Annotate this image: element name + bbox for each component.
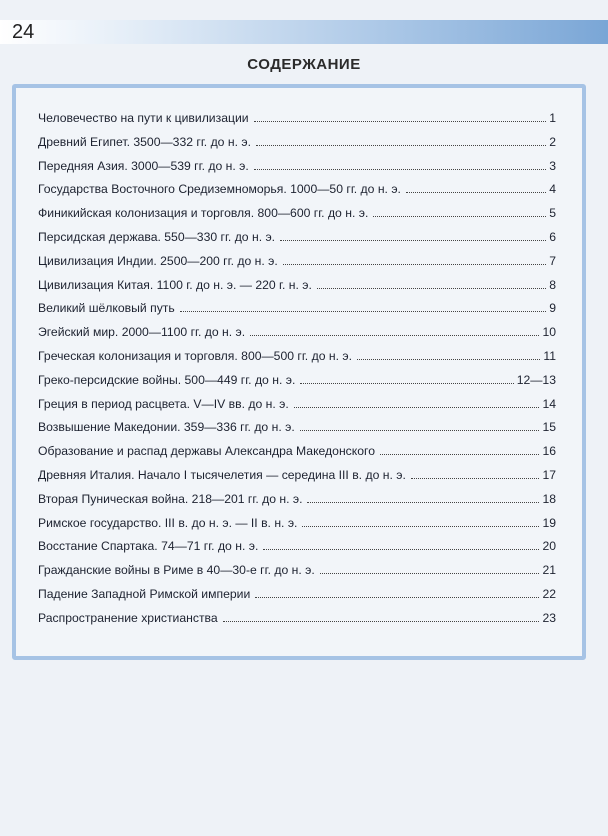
toc-entry-page: 22 (542, 586, 556, 601)
toc-entry-title: Передняя Азия. 3000—539 гг. до н. э. (38, 158, 249, 173)
toc-entry-page: 10 (542, 325, 556, 340)
toc-entry-title: Падение Западной Римской империи (38, 586, 251, 601)
dot-leader (317, 278, 546, 289)
dot-leader (294, 397, 540, 408)
toc-entry[interactable] (38, 205, 556, 229)
toc-entry-page: 21 (542, 563, 556, 578)
page-title: СОДЕРЖАНИЕ (247, 56, 361, 73)
toc-entry[interactable] (38, 158, 556, 182)
toc-entry-title: Вторая Пуническая война. 218—201 гг. до н. э. (38, 491, 303, 506)
dot-leader (283, 254, 546, 265)
toc-entry-page: 16 (542, 444, 556, 459)
toc-entry-title: Греко-персидские войны. 500—449 гг. до н. э. (38, 372, 296, 387)
toc-entry[interactable] (38, 396, 556, 420)
toc-entry[interactable] (38, 277, 556, 301)
toc-entry[interactable] (38, 229, 556, 253)
toc-entry-title: Возвышение Македонии. 359—336 гг. до н. э. (38, 420, 295, 435)
dot-leader (250, 325, 539, 336)
toc-entry-page: 23 (542, 610, 556, 625)
toc-entry-title: Образование и распад державы Александра Македонского (38, 444, 375, 459)
header-band (0, 20, 608, 44)
dot-leader (357, 349, 540, 360)
toc-entry-page: 6 (549, 229, 556, 244)
toc-entry-title: Финикийская колонизация и торговля. 800—600 гг. до н. э. (38, 206, 369, 221)
toc-entry[interactable] (38, 586, 556, 610)
dot-leader (254, 111, 547, 122)
toc-entry-title: Великий шёлковый путь (38, 301, 175, 316)
toc-entry-page: 20 (542, 539, 556, 554)
toc-entry-page: 18 (542, 491, 556, 506)
dot-leader (256, 135, 546, 146)
table-of-contents (38, 110, 556, 634)
toc-entry[interactable] (38, 110, 556, 134)
toc-entry-title: Древний Египет. 3500—332 гг. до н. э. (38, 134, 251, 149)
toc-entry[interactable] (38, 253, 556, 277)
dot-leader (223, 611, 540, 622)
dot-leader (406, 182, 546, 193)
toc-entry-page: 1 (549, 111, 556, 125)
dot-leader (373, 206, 546, 217)
toc-entry-title: Цивилизация Китая. 1100 г. до н. э. — 220 г. н. э. (38, 277, 312, 292)
toc-entry-title: Государства Восточного Средиземноморья. 1000—50 гг. до н. э. (38, 182, 401, 197)
toc-entry-page: 14 (542, 396, 556, 411)
toc-entry-page: 7 (549, 253, 556, 268)
toc-entry[interactable] (38, 324, 556, 348)
dot-leader (254, 159, 546, 170)
dot-leader (263, 539, 539, 550)
toc-entry[interactable] (38, 610, 556, 634)
page-number: 24 (12, 21, 35, 43)
dot-leader (300, 420, 540, 431)
dot-leader (280, 230, 546, 241)
toc-entry-title: Цивилизация Индии. 2500—200 гг. до н. э. (38, 253, 278, 268)
dot-leader (302, 516, 539, 527)
toc-entry-title: Эгейский мир. 2000—1100 гг. до н. э. (38, 325, 246, 340)
dot-leader (307, 492, 539, 503)
toc-entry-title: Человечество на пути к цивилизации (38, 111, 249, 125)
toc-entry-title: Распространение христианства (38, 610, 218, 625)
toc-entry-title: Восстание Спартака. 74—71 гг. до н. э. (38, 539, 259, 554)
toc-entry-page: 12—13 (516, 372, 556, 387)
toc-entry[interactable] (38, 562, 556, 586)
toc-entry[interactable] (38, 300, 556, 324)
toc-entry[interactable] (38, 467, 556, 491)
toc-entry[interactable] (38, 515, 556, 539)
toc-entry-page: 11 (543, 348, 556, 363)
toc-entry-page: 9 (549, 301, 556, 316)
toc-entry[interactable] (38, 538, 556, 562)
toc-entry[interactable] (38, 491, 556, 515)
toc-entry[interactable] (38, 348, 556, 372)
dot-leader (180, 301, 546, 312)
toc-entry-page: 5 (549, 206, 556, 221)
toc-entry-title: Древняя Италия. Начало I тысячелетия — середина III в. до н. э. (38, 467, 406, 482)
toc-entry[interactable] (38, 443, 556, 467)
toc-entry-page: 17 (542, 467, 556, 482)
toc-entry[interactable] (38, 134, 556, 158)
toc-entry-title: Персидская держава. 550—330 гг. до н. э. (38, 229, 276, 244)
dot-leader (380, 444, 539, 455)
toc-entry-page: 19 (542, 515, 556, 530)
toc-entry[interactable] (38, 419, 556, 443)
toc-entry-page: 2 (549, 134, 556, 149)
toc-entry-page: 4 (549, 182, 556, 197)
toc-entry-page: 3 (549, 158, 556, 173)
toc-entry-page: 8 (549, 277, 556, 292)
toc-entry[interactable] (38, 372, 556, 396)
toc-entry-title: Гражданские войны в Риме в 40—30-е гг. до н. э. (38, 563, 315, 578)
dot-leader (300, 373, 513, 384)
dot-leader (255, 587, 539, 598)
toc-entry-title: Римское государство. III в. до н. э. — II в. н. э. (38, 515, 298, 530)
dot-leader (320, 563, 540, 574)
toc-entry[interactable] (38, 181, 556, 205)
toc-entry-title: Греция в период расцвета. V—IV вв. до н. э. (38, 396, 289, 411)
dot-leader (411, 468, 540, 479)
toc-entry-title: Греческая колонизация и торговля. 800—500 гг. до н. э. (38, 348, 352, 363)
toc-entry-page: 15 (542, 420, 556, 435)
